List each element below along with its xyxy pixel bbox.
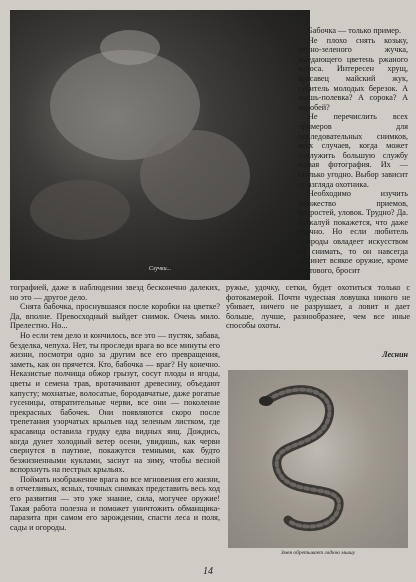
text-column-middle bbox=[226, 283, 410, 331]
page-number: 14 bbox=[203, 566, 213, 577]
snake-icon bbox=[228, 370, 408, 548]
paragraph: Поймать изображение врага во все мгновения его жизни, в отчетливых, ясных, точных снимках представить весь ход его развития — это уже знание, сила, могучее оружие! Такая работа полезна и поможет уничтожить обманщика-паразита при самом его зарождении, спасти леса и поля, сады и огороды. bbox=[10, 474, 220, 532]
text-column-right bbox=[298, 26, 408, 275]
text-column-left bbox=[10, 283, 220, 532]
snake-photo bbox=[228, 370, 408, 548]
paragraph: Но если тем дело и кончилось, все это — пустяк, забава, безделка, чепуха. Нет, ты проследи врага во все минуты его жизни, посмотри одно за другим все его превращения, заметь, как он прячется. Кто, бабочка — враг? Ну конечно. Неказистые полчища обжор грызут, сосут плоды и ягоды, цветы и семена трав, вротачивают древесину, объедают капусту; мохнатые, волосатые, бородавчатые, даже рогатые гусеницы, отвратительные черви, все они — поколение прекрасных бабочек. Они появляются скоро после трепетания узорчатых крыльев над зеленым листком, где красавица оставила грудку едва видных яиц. Дождись, когда дунет холодный ветер осени, увидишь, как черви свернутся в паутине, покажутся темными, как будто безжизненными куклами, заснут на зиму, чтобы весной вспорхнуть на пестрых крыльях. bbox=[10, 330, 220, 475]
paragraph: Снята бабочка, проснувшаяся после коробки на цветке? Да, вполне. Превосходный выйдет снимок. Очень мило. Прелестно. Но... bbox=[10, 302, 220, 331]
paragraph: ружье, удочку, сетки, будет охотиться только с фотокамерой. Почти чудесная ловушка никого не убивает, ничего не разрушает, а ловит и дает больше, лучше, разнообразнее, чем все иные способы охоты. bbox=[226, 283, 410, 331]
paragraph: Не плохо снять козьку, темно-зеленого жучка, выедающего цветень ржаного колоса. Интересен хрущ, красавец майский жук, губитель молодых березок. А мышь-полевка? А сорока? А воробей? bbox=[298, 35, 408, 112]
figure-caption-bottom: Змея обретывает гадюю мышу bbox=[280, 550, 356, 556]
paragraph: Не перечислить всех примеров для последовательных снимков, всех случаев, когда может сослужить большую службу живая фотография. Их — столько угодно. Выбор зависит от взгляда охотника. bbox=[298, 112, 408, 189]
paragraph: Бабочка — только пример. bbox=[308, 26, 402, 35]
author-signature: Леснин bbox=[382, 350, 408, 359]
figure-caption-top: Случки... bbox=[148, 266, 172, 272]
paragraph: тографией, даже в наблюдении звезд бесконечно далеких, но это — другое дело. bbox=[10, 283, 220, 302]
paragraph: Необходимо изучить множество приемов, хитростей, уловок. Трудно? Да. Пожалуй покажется, что даже скучно. Но если любитель природы овладеет искусством ее снимать, то он навсегда покинет всякое оружие, кроме светового, бросит bbox=[298, 189, 408, 275]
wildlife-photo-top bbox=[10, 10, 310, 280]
